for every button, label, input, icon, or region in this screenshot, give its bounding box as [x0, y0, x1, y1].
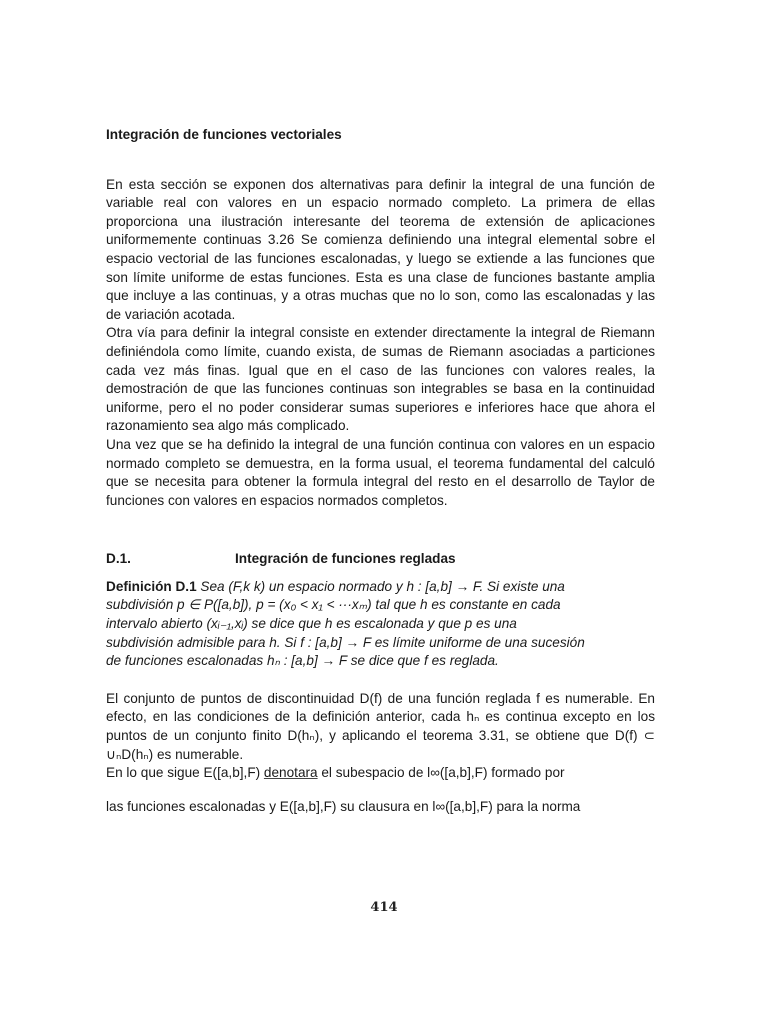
definition-text-1: Sea (F,k k) un espacio normado y h : [a,b] → F. Si existe una [200, 578, 565, 594]
definition-line-3: intervalo abierto (xᵢ₋₁,xᵢ) se dice que h es escalonada y que p es una [106, 616, 517, 632]
section-title: Integración de funciones regladas [235, 551, 456, 567]
definition-block [106, 578, 655, 671]
intro-paragraph-3: Una vez que se ha definido la integral de una función continua con valores en un espacio normado completo se demuestra, en la forma usual, el teorema fundamental del calculó que se necesita para obtener la formula integral del resto en el desarrollo de Taylor de funciones con valores en espacios normados completos. [106, 436, 655, 508]
definition-line-5: de funciones escalonadas hₙ : [a,b] → F se dice que f es reglada. [106, 653, 499, 669]
definition-line-1 [106, 578, 655, 597]
discontinuity-paragraph: El conjunto de puntos de discontinuidad D(f) de una función reglada f es numerable. En efecto, en las condiciones de la definición anterior, cada hₙ es continua excepto en los puntos de un conjunto finito D(hₙ), y aplicando el teorema 3.31, se obtiene que D(f) ⊂ ∪ₙD(hₙ) es numerable. [106, 690, 655, 762]
intro-paragraph-1: En esta sección se exponen dos alternativas para definir la integral de una función de variable real con valores en un espacio normado completo. La primera de ellas proporciona una ilustración interesante del teorema de extensión de aplicaciones uniformemente continuas 3.26 Se comienza definiendo una integral elemental sobre el espacio vectorial de las funciones escalonadas, y luego se extiende a las funciones que son límite uniforme de estas funciones. Esta es una clase de funciones bastante amplia que incluye a las continuas, y a otras muchas que no lo son, como las escalonadas y las de variación acotada. [106, 176, 655, 322]
definition-line-2: subdivisión p ∈ P([a,b]), p = (x₀ < x₁ < ···xₘ) tal que h es constante en cada [106, 597, 561, 613]
definition-line-4: subdivisión admisible para h. Si f : [a,b] → F es límite uniforme de una sucesión [106, 634, 585, 650]
last-line: las funciones escalonadas y E([a,b],F) su clausura en l∞([a,b],F) para la norma [106, 798, 581, 814]
page-number: 414 [370, 900, 398, 915]
section-number: D.1. [106, 551, 131, 567]
document-heading: Integración de funciones vectoriales [106, 127, 342, 142]
definition-label: Definición D.1 [106, 578, 197, 594]
underlined-word: denotara [263, 765, 318, 781]
document-body [106, 126, 655, 816]
sequel-line: En lo que sigue E([a,b],F) denotara el subespacio de l∞([a,b],F) formado por [106, 765, 565, 781]
intro-paragraph-2: Otra vía para definir la integral consiste en extender directamente la integral de Riemann definiéndola como límite, cuando exista, de sumas de Riemann asociadas a particiones cada vez más finas. Igual que en el caso de las funciones con valores reales, la demostración de que las funciones continuas son integrables se basa en la continuidad uniforme, pero el no poder considerar sumas superiores e inferiores hace que ahora el razonamiento sea algo más complicado. [106, 325, 655, 434]
section-heading [106, 550, 655, 569]
